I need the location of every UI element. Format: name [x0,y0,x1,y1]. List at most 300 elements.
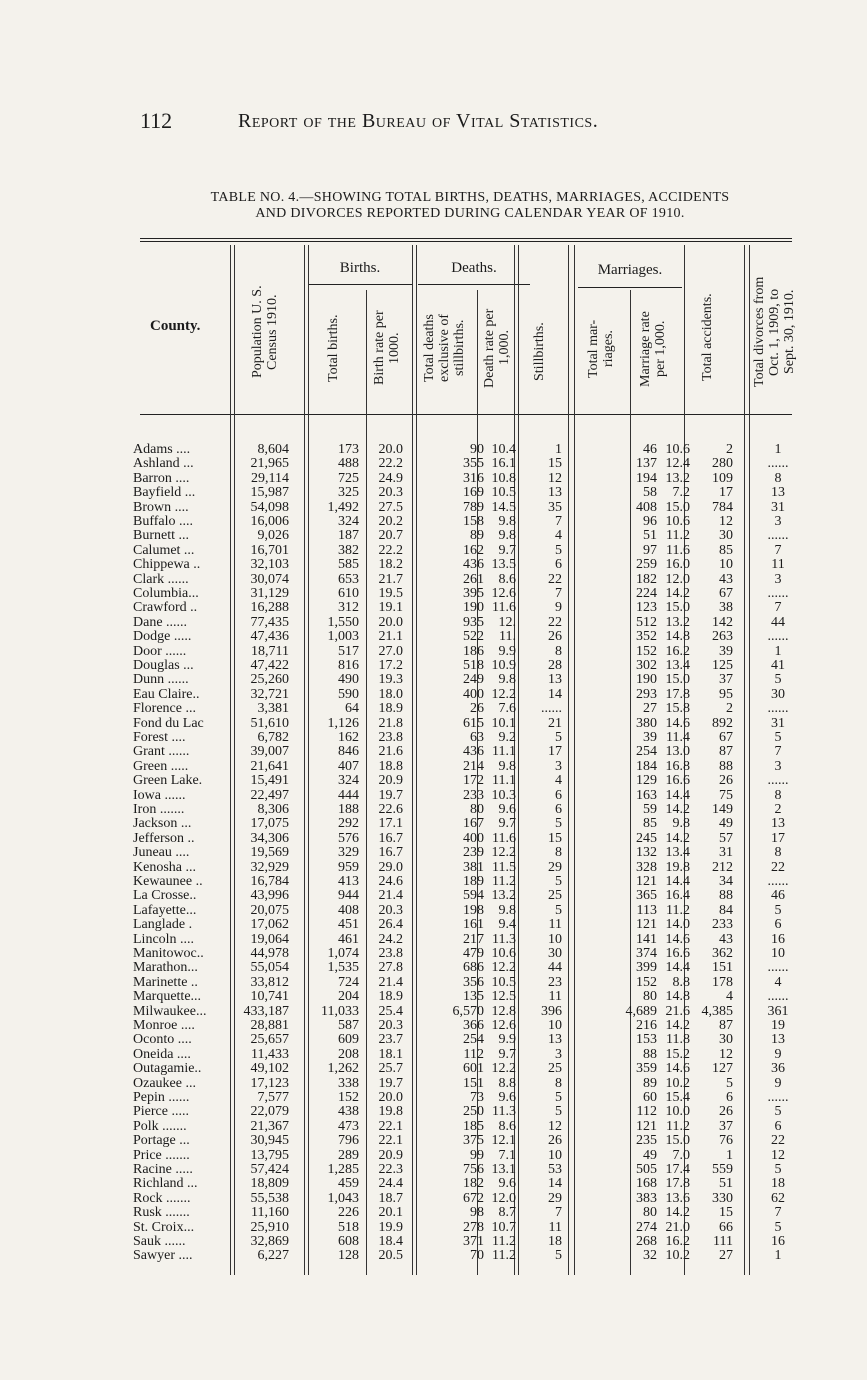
table-row [0,803,867,817]
marriage-rate-cell: 7.0 [672,1147,690,1163]
birth-rate-cell: 20.3 [378,1018,403,1033]
stillbirths-column-header: Stillbirths. [532,322,547,382]
total-births-cell: 609 [338,1032,359,1048]
death-rate-cell: 11.2 [492,874,516,889]
birth-rate-cell: 23.8 [378,730,403,745]
total-marriages-cell: 46 [643,442,657,457]
population-cell: 16,701 [250,542,289,558]
total-marriages-cell: 58 [643,485,657,501]
death-rate-cell: 10.9 [491,658,516,673]
stillbirths-cell: 11 [548,989,562,1005]
total-marriages-cell: 359 [636,1061,657,1077]
county-cell: Jefferson .. [133,830,195,846]
total-divorces-cell: 13 [771,485,785,501]
total-divorces-cell: 5 [774,1219,782,1235]
county-cell: Sawyer .... [133,1248,193,1264]
death-rate-cell: 12.2 [491,1061,516,1077]
total-divorces-cell: 22 [771,1133,785,1149]
birth-rate-cell: 22.6 [378,802,403,817]
stillbirths-cell: 7 [555,586,562,601]
total-births-cell: 959 [338,859,359,875]
death-rate-cell: 11.3 [492,931,516,947]
marriage-rate-cell: 14.0 [665,917,690,933]
table-row [0,1163,867,1177]
population-cell: 19,064 [250,931,289,947]
table-row [0,501,867,515]
death-rate-cell: 11.3 [492,1104,516,1120]
total-births-cell: 1,043 [327,1190,359,1206]
total-deaths-cell: 601 [463,1061,484,1077]
birth-rate-cell: 21.6 [378,744,403,760]
death-rate-cell: 10.1 [491,715,516,731]
total-accidents-cell: 127 [712,1061,733,1077]
death-rate-cell: 9.9 [498,1032,516,1048]
total-births-cell: 329 [338,845,359,861]
county-cell: Oconto .... [133,1032,192,1048]
death-rate-cell: 9.8 [498,902,516,918]
county-cell: Brown .... [133,499,189,515]
county-cell: Manitowoc.. [133,946,204,961]
total-divorces-cell: ...... [767,1090,789,1105]
total-accidents-cell: 125 [712,658,733,673]
total-divorces-cell: 62 [771,1190,785,1206]
county-cell: Marinette .. [133,974,198,990]
total-divorces-cell: 1 [774,643,782,659]
population-cell: 8,306 [257,802,289,817]
total-accidents-cell: 142 [712,614,733,630]
total-divorces-cell: 10 [771,946,785,961]
population-cell: 34,306 [250,830,289,846]
marriage-rate-cell: 16.4 [665,888,690,904]
total-marriages-cell: 152 [636,643,657,659]
birth-rate-cell: 19.7 [378,787,403,803]
total-births-cell: 1,074 [327,946,359,961]
birth-rate-cell: 21.7 [378,571,403,587]
marriage-rate-cell: 14.6 [665,715,690,731]
birth-rate-cell: 22.2 [378,456,403,472]
birth-rate-cell: 20.9 [378,1147,403,1163]
marriage-rate-cell: 10.2 [665,1075,690,1091]
total-accidents-cell: 178 [712,974,733,990]
county-cell: Forest .... [133,730,186,745]
birth-rate-cell: 18.9 [378,989,403,1005]
total-marriages-cell: 85 [643,816,657,832]
county-cell: Door ...... [133,643,187,659]
total-deaths-cell: 112 [463,1046,484,1062]
population-cell: 32,869 [250,1234,289,1249]
marriage-rate-cell: 15.0 [665,600,690,616]
marriages-group-rule [578,287,682,288]
total-marriages-cell: 137 [636,456,657,472]
total-marriages-cell: 328 [636,859,657,875]
birth-rate-cell: 20.2 [378,514,403,529]
county-cell: Marathon... [133,960,198,976]
total-divorces-cell: 5 [774,1162,782,1177]
death-rate-cell: 8.7 [498,1205,516,1221]
stillbirths-cell: 30 [548,946,562,961]
total-divorces-cell: 6 [774,1118,782,1134]
total-deaths-cell: 789 [463,499,484,515]
birth-rate-cell: 20.1 [378,1205,403,1221]
marriage-rate-cell: 16.6 [665,773,690,789]
total-deaths-cell: 198 [463,902,484,918]
death-rate-cell: 9.6 [498,802,516,817]
table-top-rule [140,238,792,239]
county-cell: Chippewa .. [133,557,201,573]
population-column-header: Population U. S. Census 1910. [250,285,280,379]
total-divorces-cell: 5 [774,730,782,745]
page-number: 112 [140,108,173,133]
total-deaths-cell: 162 [463,542,484,558]
stillbirths-cell: 5 [555,874,562,889]
stillbirths-cell: 5 [555,542,562,558]
stillbirths-cell: 6 [555,787,562,803]
total-deaths-cell: 186 [463,643,484,659]
total-divorces-cell: 19 [771,1018,785,1033]
death-rate-cell: 13.5 [491,557,516,573]
total-deaths-cell: 161 [463,917,484,933]
marriage-rate-cell: 15.0 [665,499,690,515]
marriage-rate-cell: 14.4 [665,960,690,976]
total-divorces-cell: 30 [771,686,785,702]
total-births-cell: 518 [338,1219,359,1235]
death-rate-cell: 10.8 [491,470,516,486]
table-row [0,1019,867,1033]
death-rate-cell: 12.2 [491,686,516,702]
total-births-cell: 587 [338,1018,359,1033]
stillbirths-cell: 13 [548,672,562,688]
birth-rate-cell: 23.8 [378,946,403,961]
population-cell: 22,497 [250,787,289,803]
total-divorces-cell: 22 [771,859,785,875]
table-row [0,745,867,759]
birth-rate-cell: 25.7 [378,1061,403,1077]
population-cell: 28,881 [250,1018,289,1033]
table-row [0,1249,867,1263]
total-accidents-cell: 233 [712,917,733,933]
stillbirths-cell: 14 [548,686,562,702]
total-deaths-cell: 63 [470,730,484,745]
total-births-cell: 312 [338,600,359,616]
total-marriages-column-header: Total mar- riages. [586,319,616,379]
total-accidents-cell: 85 [719,542,733,558]
total-accidents-cell: 67 [719,586,733,601]
birth-rate-cell: 19.1 [378,600,403,616]
table-row [0,1005,867,1019]
total-births-cell: 289 [338,1147,359,1163]
total-accidents-cell: 27 [719,1248,733,1264]
total-births-cell: 1,262 [327,1061,359,1077]
total-deaths-cell: 615 [463,715,484,731]
population-cell: 10,741 [250,989,289,1005]
total-marriages-cell: 97 [643,542,657,558]
birth-rate-cell: 19.7 [378,1075,403,1091]
total-accidents-cell: 76 [719,1133,733,1149]
death-rate-cell: 14.5 [491,499,516,515]
total-births-cell: 187 [338,528,359,544]
total-marriages-cell: 274 [636,1219,657,1235]
total-accidents-cell: 12 [719,514,733,529]
total-marriages-cell: 152 [636,974,657,990]
county-cell: Buffalo .... [133,514,194,529]
total-divorces-cell: 9 [774,1075,782,1091]
stillbirths-cell: 10 [548,1147,562,1163]
birth-rate-cell: 18.8 [378,758,403,774]
table-row [0,918,867,932]
total-births-cell: 438 [338,1104,359,1120]
total-births-cell: 152 [338,1090,359,1105]
marriages-group-header: Marriages. [597,262,663,278]
total-divorces-cell: ...... [767,960,789,976]
total-deaths-cell: 254 [463,1032,484,1048]
total-births-cell: 338 [338,1075,359,1091]
total-divorces-cell: 9 [774,1046,782,1062]
table-row [0,889,867,903]
death-rate-cell: 12.6 [491,586,516,601]
total-deaths-cell: 436 [463,744,484,760]
total-marriages-cell: 293 [636,686,657,702]
total-deaths-cell: 395 [463,586,484,601]
death-rate-cell: 12.5 [491,989,516,1005]
total-divorces-cell: 5 [774,672,782,688]
total-births-cell: 325 [338,485,359,501]
marriage-rate-cell: 17.8 [665,686,690,702]
stillbirths-cell: 25 [548,1061,562,1077]
table-row [0,1033,867,1047]
total-deaths-cell: 400 [463,686,484,702]
population-cell: 17,123 [250,1075,289,1091]
death-rate-cell: 12.2 [491,845,516,861]
population-cell: 25,260 [250,672,289,688]
total-marriages-cell: 399 [636,960,657,976]
total-marriages-cell: 121 [636,917,657,933]
total-marriages-cell: 380 [636,715,657,731]
total-marriages-cell: 132 [636,845,657,861]
table-row [0,1048,867,1062]
total-births-cell: 724 [338,974,359,990]
stillbirths-cell: 8 [555,845,562,861]
total-accidents-cell: 4,385 [701,1003,733,1019]
stillbirths-cell: 13 [548,1032,562,1048]
stillbirths-cell: 15 [548,830,562,846]
county-cell: Florence ... [133,701,196,717]
county-cell: Outagamie.. [133,1061,202,1077]
stillbirths-cell: 3 [555,1046,562,1062]
marriage-rate-cell: 13.4 [665,845,690,861]
birth-rate-cell: 18.7 [378,1190,403,1206]
table-row [0,774,867,788]
marriage-rate-cell: 13.6 [665,1190,690,1206]
population-cell: 31,129 [250,586,289,601]
marriage-rate-cell: 17.4 [665,1162,690,1177]
stillbirths-cell: 15 [548,456,562,472]
total-accidents-cell: 263 [712,629,733,645]
table-row [0,673,867,687]
marriage-rate-cell: 8.8 [672,974,690,990]
total-divorces-cell: 17 [771,830,785,846]
total-deaths-cell: 672 [463,1190,484,1206]
total-births-cell: 382 [338,542,359,558]
stillbirths-cell: 11 [548,1219,562,1235]
stillbirths-cell: 35 [548,499,562,515]
table-subtitle: AND DIVORCES REPORTED DURING CALENDAR YEAR OF 1910. [255,206,685,221]
table-row [0,1105,867,1119]
population-cell: 433,187 [243,1003,289,1019]
total-deaths-cell: 356 [463,974,484,990]
total-accidents-cell: 49 [719,816,733,832]
total-marriages-cell: 80 [643,989,657,1005]
total-marriages-cell: 153 [636,1032,657,1048]
death-rate-cell: 11.2 [492,1234,516,1249]
birth-rate-cell: 24.6 [378,874,403,889]
death-rate-cell: 9.6 [498,1176,516,1192]
total-accidents-cell: 280 [712,456,733,472]
population-cell: 30,074 [250,571,289,587]
birth-rate-cell: 22.2 [378,542,403,558]
total-accidents-cell: 362 [712,946,733,961]
population-cell: 55,054 [250,960,289,976]
total-marriages-cell: 59 [643,802,657,817]
marriage-rate-cell: 14.4 [665,787,690,803]
table-row [0,1120,867,1134]
stillbirths-cell: 53 [548,1162,562,1177]
total-deaths-cell: 151 [463,1075,484,1091]
total-deaths-cell: 239 [463,845,484,861]
population-cell: 32,929 [250,859,289,875]
total-marriages-cell: 168 [636,1176,657,1192]
total-divorces-cell: 41 [771,658,785,673]
total-accidents-cell: 66 [719,1219,733,1235]
marriage-rate-column-header: Marriage rate per 1,000. [638,311,668,387]
total-births-cell: 1,003 [327,629,359,645]
total-divorces-cell: 13 [771,1032,785,1048]
table-row [0,1149,867,1163]
total-accidents-cell: 39 [719,643,733,659]
total-marriages-cell: 259 [636,557,657,573]
total-accidents-cell: 17 [719,485,733,501]
stillbirths-cell: 6 [555,557,562,573]
birth-rate-cell: 18.4 [378,1234,403,1249]
table-row [0,645,867,659]
death-rate-cell: 16.1 [491,456,516,472]
total-divorces-cell: 13 [771,816,785,832]
stillbirths-cell: 14 [548,1176,562,1192]
table-row [0,1177,867,1191]
stillbirths-cell: 7 [555,1205,562,1221]
county-cell: Green ..... [133,758,189,774]
population-cell: 19,569 [250,845,289,861]
stillbirths-cell: 10 [548,1018,562,1033]
marriage-rate-cell: 15.2 [665,1046,690,1062]
county-cell: Racine ..... [133,1162,193,1177]
total-births-cell: 1,550 [327,614,359,630]
total-deaths-cell: 249 [463,672,484,688]
total-divorces-cell: 2 [774,802,782,817]
total-marriages-cell: 88 [643,1046,657,1062]
county-cell: Eau Claire.. [133,686,200,702]
birth-rate-cell: 24.2 [378,931,403,947]
total-deaths-cell: 217 [463,931,484,947]
total-divorces-cell: 7 [774,600,782,616]
marriage-rate-cell: 13.2 [665,614,690,630]
population-cell: 7,577 [257,1090,289,1105]
total-accidents-cell: 26 [719,773,733,789]
total-marriages-cell: 32 [643,1248,657,1264]
death-rate-cell: 10.6 [491,946,516,961]
total-births-cell: 725 [338,470,359,486]
total-accidents-cell: 26 [719,1104,733,1120]
marriage-rate-cell: 10.2 [665,1248,690,1264]
population-cell: 3,381 [257,701,289,717]
stillbirths-cell: 7 [555,514,562,529]
birth-rate-cell: 24.4 [378,1176,403,1192]
marriage-rate-cell: 14.4 [665,874,690,889]
death-rate-cell: 12.1 [491,1133,516,1149]
total-marriages-cell: 374 [636,946,657,961]
marriage-rate-cell: 10.6 [665,514,690,529]
county-cell: Calumet ... [133,542,195,558]
table-row [0,990,867,1004]
population-cell: 17,075 [250,816,289,832]
stillbirths-cell: 26 [548,629,562,645]
total-births-cell: 490 [338,672,359,688]
death-rate-cell: 11.6 [492,830,516,846]
table-row [0,558,867,572]
birth-rate-cell: 18.1 [378,1046,403,1062]
total-marriages-cell: 302 [636,658,657,673]
births-group-header: Births. [339,260,381,276]
table-row [0,1235,867,1249]
stillbirths-cell: 12 [548,1118,562,1134]
total-births-cell: 1,285 [327,1162,359,1177]
table-row [0,587,867,601]
population-cell: 43,996 [250,888,289,904]
total-divorces-cell: 1 [774,1248,782,1264]
marriage-rate-cell: 17.8 [665,1176,690,1192]
marriage-rate-cell: 21.6 [665,1003,690,1019]
birth-rate-cell: 21.1 [378,629,403,645]
total-accidents-cell: 892 [712,715,733,731]
total-deaths-cell: 522 [463,629,484,645]
stillbirths-cell: 8 [555,643,562,659]
total-accidents-cell: 109 [712,470,733,486]
total-deaths-cell: 185 [463,1118,484,1134]
total-accidents-cell: 43 [719,931,733,947]
total-deaths-cell: 436 [463,557,484,573]
total-accidents-cell: 75 [719,787,733,803]
total-marriages-cell: 268 [636,1234,657,1249]
stillbirths-cell: 11 [548,917,562,933]
population-cell: 49,102 [250,1061,289,1077]
total-births-cell: 162 [338,730,359,745]
county-cell: Ashland ... [133,456,194,472]
total-divorces-cell: 7 [774,542,782,558]
total-marriages-cell: 27 [643,701,657,717]
table-row [0,961,867,975]
birth-rate-cell: 26.4 [378,917,403,933]
total-marriages-cell: 51 [643,528,657,544]
county-cell: Portage ... [133,1133,190,1149]
population-cell: 11,160 [251,1205,289,1221]
running-head: Report of the Bureau of Vital Statistics. [238,110,599,132]
table-row [0,515,867,529]
population-cell: 33,812 [250,974,289,990]
total-births-cell: 610 [338,586,359,601]
total-deaths-cell: 355 [463,456,484,472]
birth-rate-cell: 20.9 [378,773,403,789]
birth-rate-cell: 19.8 [378,1104,403,1120]
county-cell: Jackson ... [133,816,192,832]
